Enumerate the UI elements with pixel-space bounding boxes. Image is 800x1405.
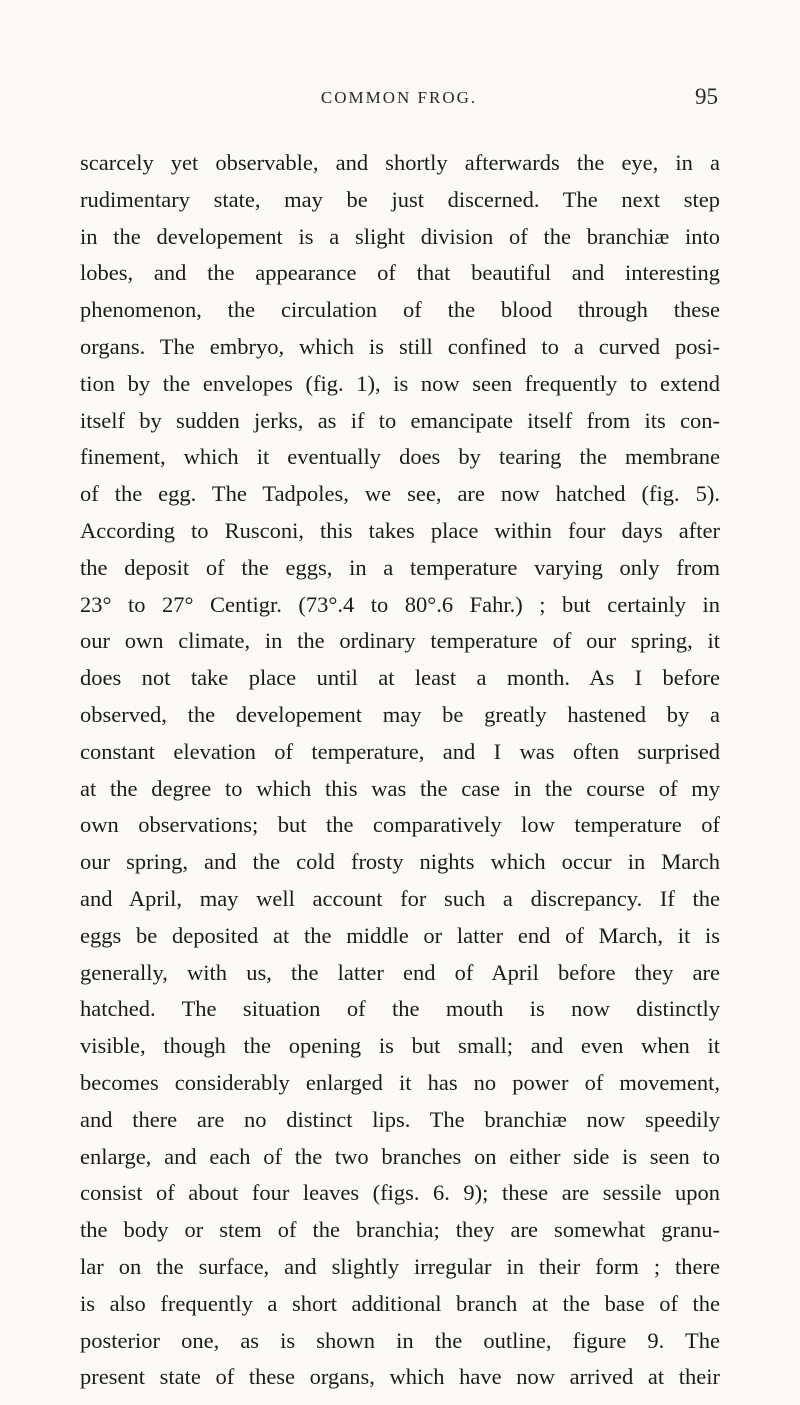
running-title: COMMON FROG. [320,88,478,107]
text-line: phenomenon, the circulation of the blood through these [80,297,720,323]
text-line: observed, the developement may be greatly hastened by a [80,701,720,727]
text-line: of the egg. The Tadpoles, we see, are now hatched (fig. 5). [80,481,720,507]
text-line: does not take place until at least a month. As I before [80,665,720,691]
text-line: visible, though the opening is but small; and even when it [80,1033,720,1059]
text-line: itself by sudden jerks, as if to emancipate itself from its con- [80,407,720,433]
text-line: constant elevation of temperature, and I was often surprised [80,738,720,764]
text-line: enlarge, and each of the two branches on either side is seen to [80,1143,720,1169]
text-line: and there are no distinct lips. The branchiæ now speedily [80,1106,720,1132]
text-line: our own climate, in the ordinary temperature of our spring, it [80,628,720,654]
text-line: the deposit of the eggs, in a temperature varying only from [80,554,720,580]
text-line: becomes considerably enlarged it has no power of movement, [80,1069,720,1095]
text-line: and April, may well account for such a discrepancy. If the [80,885,720,911]
text-line: is also frequently a short additional branch at the base of the [80,1290,720,1316]
text-line: lar on the surface, and slightly irregular in their form ; there [80,1253,720,1279]
text-line: hatched. The situation of the mouth is now distinctly [80,996,720,1022]
text-line: present state of these organs, which have now arrived at their [80,1364,720,1390]
text-line: eggs be deposited at the middle or latter end of March, it is [80,922,720,948]
body-text [80,145,720,1396]
text-line: in the developement is a slight division of the branchiæ into [80,223,720,249]
text-line: organs. The embryo, which is still confined to a curved posi- [80,333,720,359]
text-line: the body or stem of the branchia; they are somewhat granu- [80,1217,720,1243]
text-line: 23° to 27° Centigr. (73°.4 to 80°.6 Fahr.) ; but certainly in [80,591,720,617]
text-line: tion by the envelopes (fig. 1), is now seen frequently to extend [80,370,720,396]
text-line: at the degree to which this was the case in the course of my [80,775,720,801]
text-line: generally, with us, the latter end of April before they are [80,959,720,985]
text-line: According to Rusconi, this takes place within four days after [80,517,720,543]
text-line: scarcely yet observable, and shortly afterwards the eye, in a [80,150,720,175]
text-line: posterior one, as is shown in the outline, figure 9. The [80,1327,720,1353]
page-number: 95 [695,84,718,109]
text-line: own observations; but the comparatively low temperature of [80,812,720,838]
running-header [80,84,718,118]
text-line: rudimentary state, may be just discerned. The next step [80,186,720,212]
text-line: finement, which it eventually does by tearing the membrane [80,444,720,470]
text-line: consist of about four leaves (figs. 6. 9); these are sessile upon [80,1180,720,1206]
text-line: our spring, and the cold frosty nights which occur in March [80,849,720,875]
text-line: lobes, and the appearance of that beautiful and interesting [80,260,720,286]
